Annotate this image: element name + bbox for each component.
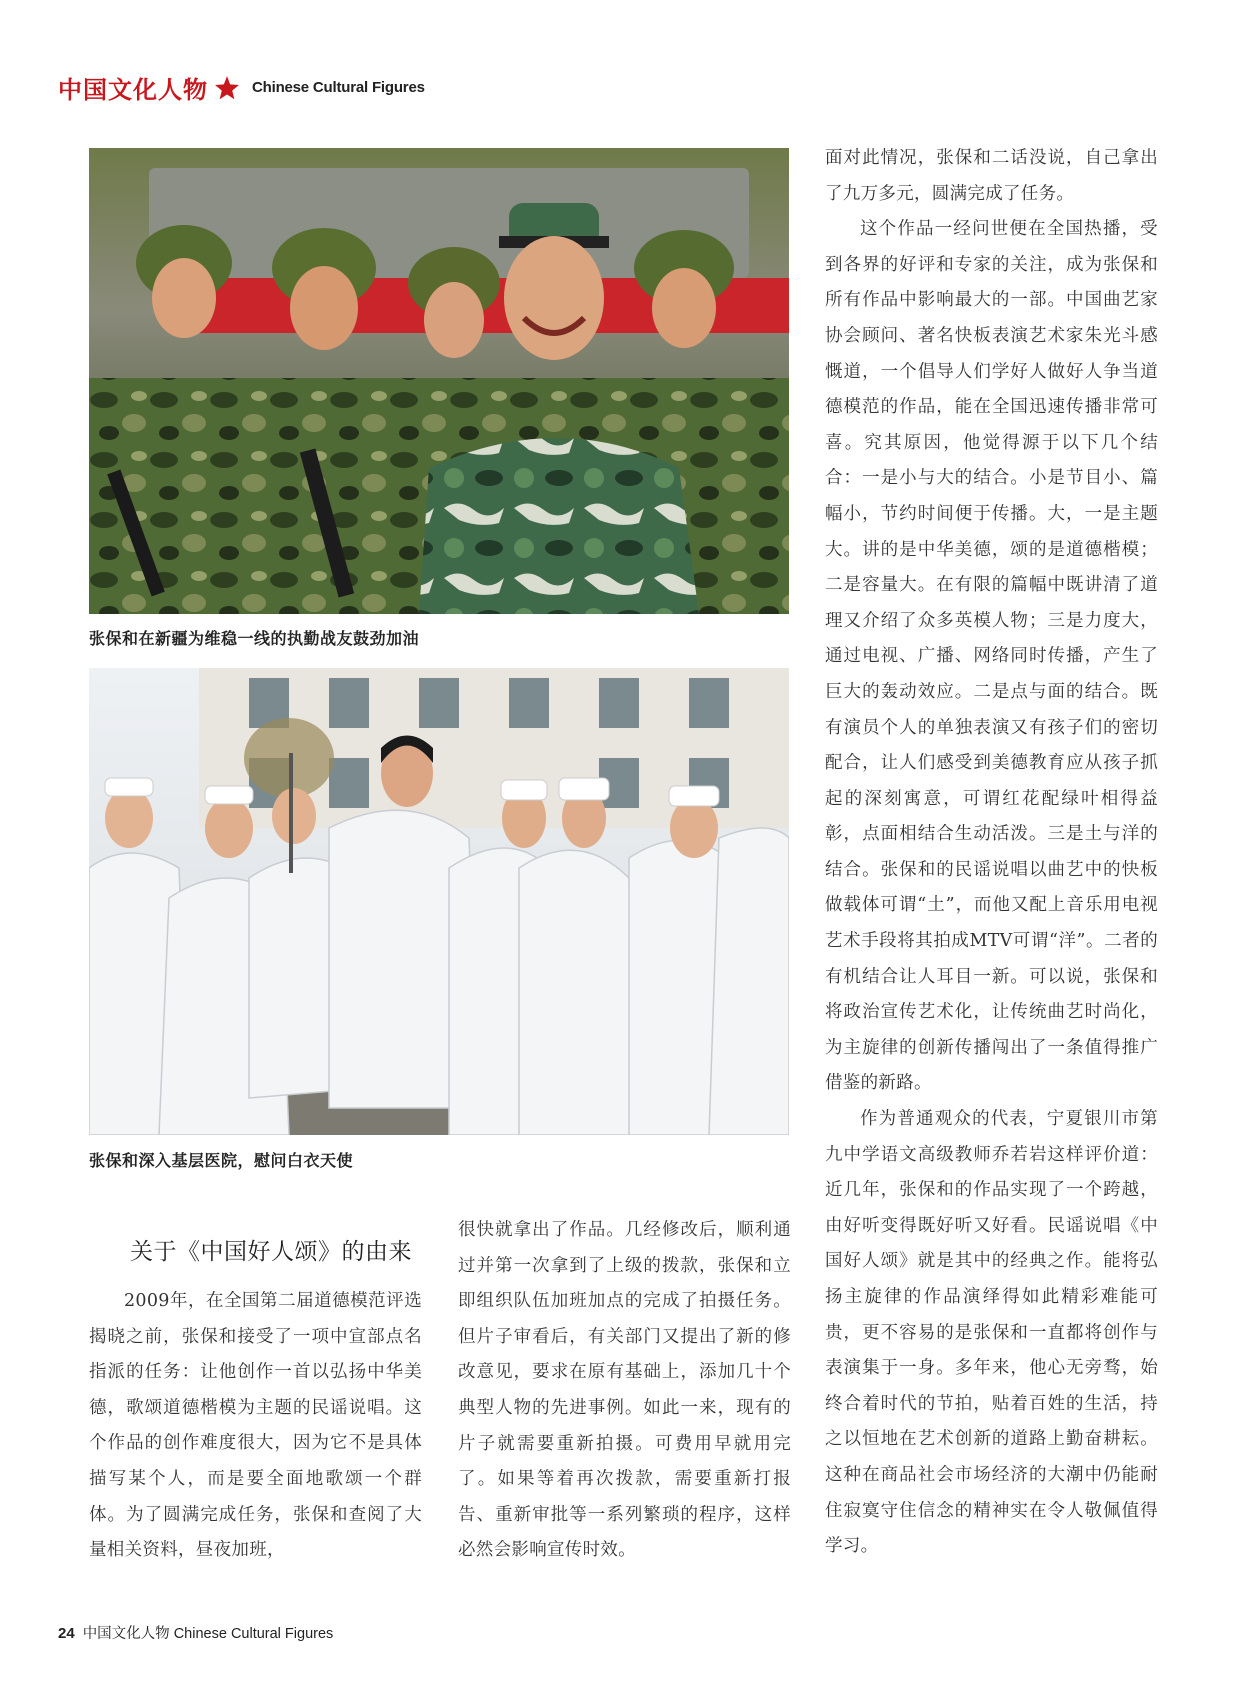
page-footer: [58, 1622, 333, 1643]
logo-chinese-text: 中国文化人物: [58, 75, 208, 104]
section-heading: 关于《中国好人颂》的由来: [130, 1239, 412, 1265]
paragraph: 面对此情况，张保和二话没说，自己拿出了九万多元，圆满完成了任务。: [825, 148, 1158, 204]
photo-caption-soldiers: 张保和在新疆为维稳一线的执勤战友鼓劲加油: [89, 629, 420, 648]
column-middle: [458, 1213, 791, 1569]
paragraph: 2009年，在全国第二届道德模范评选揭晓之前，张保和接受了一项中宣部点名指派的任务：让他创作一首以弘扬中华美德，歌颂道德楷模为主题的民谣说唱。这个作品的创作难度很大，因为它不是具体描写某个人，而是要全面地歌颂一个群体。为了圆满完成任务，张保和查阅了大量相关资料，昼夜加班，: [89, 1291, 422, 1561]
photo-caption-nurses: 张保和深入基层医院，慰问白衣天使: [89, 1151, 354, 1170]
page-number: 24: [58, 1625, 75, 1642]
photo-nurses: [89, 668, 789, 1135]
magazine-logo: [58, 70, 425, 105]
column-right: [825, 141, 1158, 1565]
logo-english-text: Chinese Cultural Figures: [252, 79, 425, 96]
photo-soldiers: [89, 148, 789, 614]
star-icon: [214, 75, 240, 101]
paragraph: 很快就拿出了作品。几经修改后，顺利通过并第一次拿到了上级的拨款，张保和立即组织队伍加班加点的完成了拍摄任务。但片子审看后，有关部门又提出了新的修改意见，要求在原有基础上，添加几十个典型人物的先进事例。如此一来，现有的片子就需要重新拍摄。可费用早就用完了。如果等着再次拨款，需要重新打报告、重新审批等一系列繁琐的程序，这样必然会影响宣传时效。: [458, 1220, 791, 1561]
column-left: [89, 1284, 422, 1569]
footer-publication-name: 中国文化人物 Chinese Cultural Figures: [82, 1626, 334, 1642]
paragraph: 这个作品一经问世便在全国热播，受到各界的好评和专家的关注，成为张保和所有作品中影响最大的一部。中国曲艺家协会顾问、著名快板表演艺术家朱光斗感慨道，一个倡导人们学好人做好人争当道德模范的作品，能在全国迅速传播非常可喜。究其原因，他觉得源于以下几个结合：一是小与大的结合。小是节目小、篇幅小，节约时间便于传播。大，一是主题大。讲的是中华美德，颂的是道德楷模；二是容量大。在有限的篇幅中既讲清了道理又介绍了众多英模人物；三是力度大，通过电视、广播、网络同时传播，产生了巨大的轰动效应。二是点与面的结合。既有演员个人的单独表演又有孩子们的密切配合，让人们感受到美德教育应从孩子抓起的深刻寓意，可谓红花配绿叶相得益彰，点面相结合生动活泼。三是土与洋的结合。张保和的民谣说唱以曲艺中的快板做载体可谓“土”，而他又配上音乐用电视艺术手段将其拍成MTV可谓“洋”。二者的有机结合让人耳目一新。可以说，张保和将政治宣传艺术化，让传统曲艺时尚化，为主旋律的创新传播闯出了一条值得推广借鉴的新路。: [825, 219, 1158, 1094]
paragraph: 作为普通观众的代表，宁夏银川市第九中学语文高级教师乔若岩这样评价道：近几年，张保和的作品实现了一个跨越，由好听变得既好听又好看。民谣说唱《中国好人颂》就是其中的经典之作。能将弘扬主旋律的作品演绎得如此精彩难能可贵，更不容易的是张保和一直都将创作与表演集于一身。多年来，他心无旁骛，始终合着时代的节拍，贴着百姓的生活，持之以恒地在艺术创新的道路上勤奋耕耘。这种在商品社会市场经济的大潮中仍能耐住寂寞守住信念的精神实在令人敬佩值得学习。: [825, 1109, 1158, 1557]
